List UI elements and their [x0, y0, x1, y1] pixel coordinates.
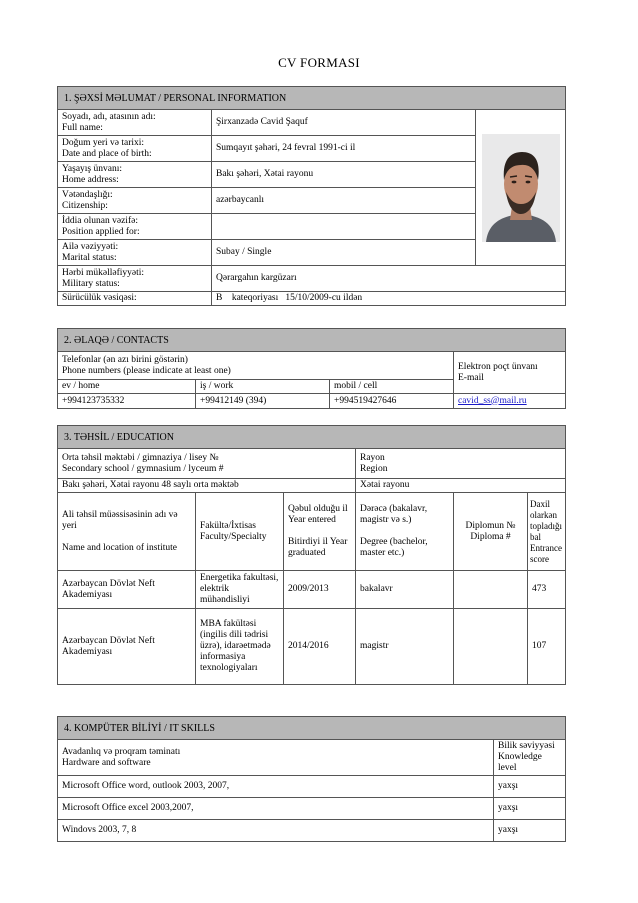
phone-work: +99412149 (394) — [196, 394, 330, 409]
col-faculty: Fakültə/İxtisas Faculty/Specialty — [196, 493, 284, 571]
edu-degree: magistr — [356, 609, 454, 685]
it-level: yaxşı — [494, 798, 566, 820]
it-software: Windovs 2003, 7, 8 — [58, 820, 494, 842]
portrait-photo — [482, 134, 560, 242]
label-driving: Sürücülük vəsiqəsi: — [58, 292, 212, 306]
email-link[interactable] — [454, 394, 566, 409]
it-col-software: Avadanlıq və proqram təminatı Hardware and software — [58, 740, 494, 776]
edu-score: 473 — [528, 571, 566, 609]
label-position: İddia olunan vəzifə: Position applied for: — [58, 214, 212, 240]
label-full-name: Soyadı, adı, atasının adı: Full name: — [58, 110, 212, 136]
col-home: ev / home — [58, 380, 196, 394]
value-full-name: Şirxanzadə Cavid Şaquf — [212, 110, 476, 136]
photo — [476, 110, 566, 266]
email-label: Elektron poçt ünvanı E-mail — [454, 352, 566, 394]
page-title: CV FORMASI — [278, 55, 360, 70]
col-work: iş / work — [196, 380, 330, 394]
education-row — [58, 571, 566, 609]
school-value: Bakı şəhəri, Xətai rayonu 48 saylı orta məktəb — [58, 479, 356, 493]
col-degree: Dərəcə (bakalavr, magistr və s.) Degree (bachelor, master etc.) — [356, 493, 454, 571]
it-row — [58, 776, 566, 798]
value-driving: B kateqoriyası 15/10/2009-cu ildən — [212, 292, 566, 306]
it-software: Microsoft Office excel 2003,2007, — [58, 798, 494, 820]
edu-faculty: Energetika fakultəsi, elektrik mühəndisliyi — [196, 571, 284, 609]
school-label: Orta təhsil məktəbi / gimnaziya / lisey № Secondary school / gymnasium / lyceum # — [58, 449, 356, 479]
personal-table — [57, 86, 566, 306]
col-mobile: mobil / cell — [330, 380, 454, 394]
edu-diploma — [454, 609, 528, 685]
personal-header: 1. ŞƏXSİ MƏLUMAT / PERSONAL INFORMATION — [58, 87, 566, 110]
edu-score: 107 — [528, 609, 566, 685]
col-score: Daxil olarkən topladığı bal Entrance score — [528, 493, 566, 571]
edu-years: 2014/2016 — [284, 609, 356, 685]
value-position — [212, 214, 476, 240]
value-citizenship: azərbaycanlı — [212, 188, 476, 214]
phones-label: Telefonlar (ən azı birini göstərin) Phone numbers (please indicate at least one) — [58, 352, 454, 380]
education-row — [58, 609, 566, 685]
education-header: 3. TƏHSİL / EDUCATION — [58, 426, 566, 449]
education-table — [57, 425, 566, 685]
value-marital: Subay / Single — [212, 240, 476, 266]
rayon-value: Xətai rayonu — [356, 479, 566, 493]
email-value[interactable]: cavid_ss@mail.ru — [458, 395, 527, 406]
phone-home: +994123735332 — [58, 394, 196, 409]
col-years: Qəbul olduğu il Year entered Bitirdiyi il Year graduated — [284, 493, 356, 571]
phone-mobile: +994519427646 — [330, 394, 454, 409]
contacts-header: 2. ƏLAQƏ / CONTACTS — [58, 329, 566, 352]
edu-institute: Azərbaycan Dövlət Neft Akademiyası — [58, 609, 196, 685]
label-birth: Doğum yeri və tarixi: Date and place of birth: — [58, 136, 212, 162]
rayon-label: Rayon Region — [356, 449, 566, 479]
edu-faculty: MBA fakültəsi (ingilis dili tədrisi üzrə), idarəetmədə informasiya texnologiyaları — [196, 609, 284, 685]
it-row — [58, 820, 566, 842]
it-col-level: Bilik səviyyəsi Knowledge level — [494, 740, 566, 776]
label-address: Yaşayış ünvanı: Home address: — [58, 162, 212, 188]
value-military: Qərargahın kargüzarı — [212, 266, 566, 292]
edu-degree: bakalavr — [356, 571, 454, 609]
label-military: Hərbi mükəlləfiyyəti: Military status: — [58, 266, 212, 292]
col-institute: Ali təhsil müəssisəsinin adı və yeri Name and location of institute — [58, 493, 196, 571]
label-citizenship: Vətəndaşlığı: Citizenship: — [58, 188, 212, 214]
it-header: 4. KOMPÜTER BİLİYİ / IT SKILLS — [58, 717, 566, 740]
value-birth: Sumqayıt şəhəri, 24 fevral 1991-ci il — [212, 136, 476, 162]
edu-institute: Azərbaycan Dövlət Neft Akademiyası — [58, 571, 196, 609]
edu-years: 2009/2013 — [284, 571, 356, 609]
it-skills-table — [57, 716, 566, 842]
contacts-table — [57, 328, 566, 409]
it-level: yaxşı — [494, 820, 566, 842]
col-diploma: Diplomun № Diploma # — [454, 493, 528, 571]
it-level: yaxşı — [494, 776, 566, 798]
label-marital: Ailə vəziyyəti: Marital status: — [58, 240, 212, 266]
it-row — [58, 798, 566, 820]
edu-diploma — [454, 571, 528, 609]
value-address: Bakı şəhəri, Xətai rayonu — [212, 162, 476, 188]
it-software: Microsoft Office word, outlook 2003, 2007, — [58, 776, 494, 798]
